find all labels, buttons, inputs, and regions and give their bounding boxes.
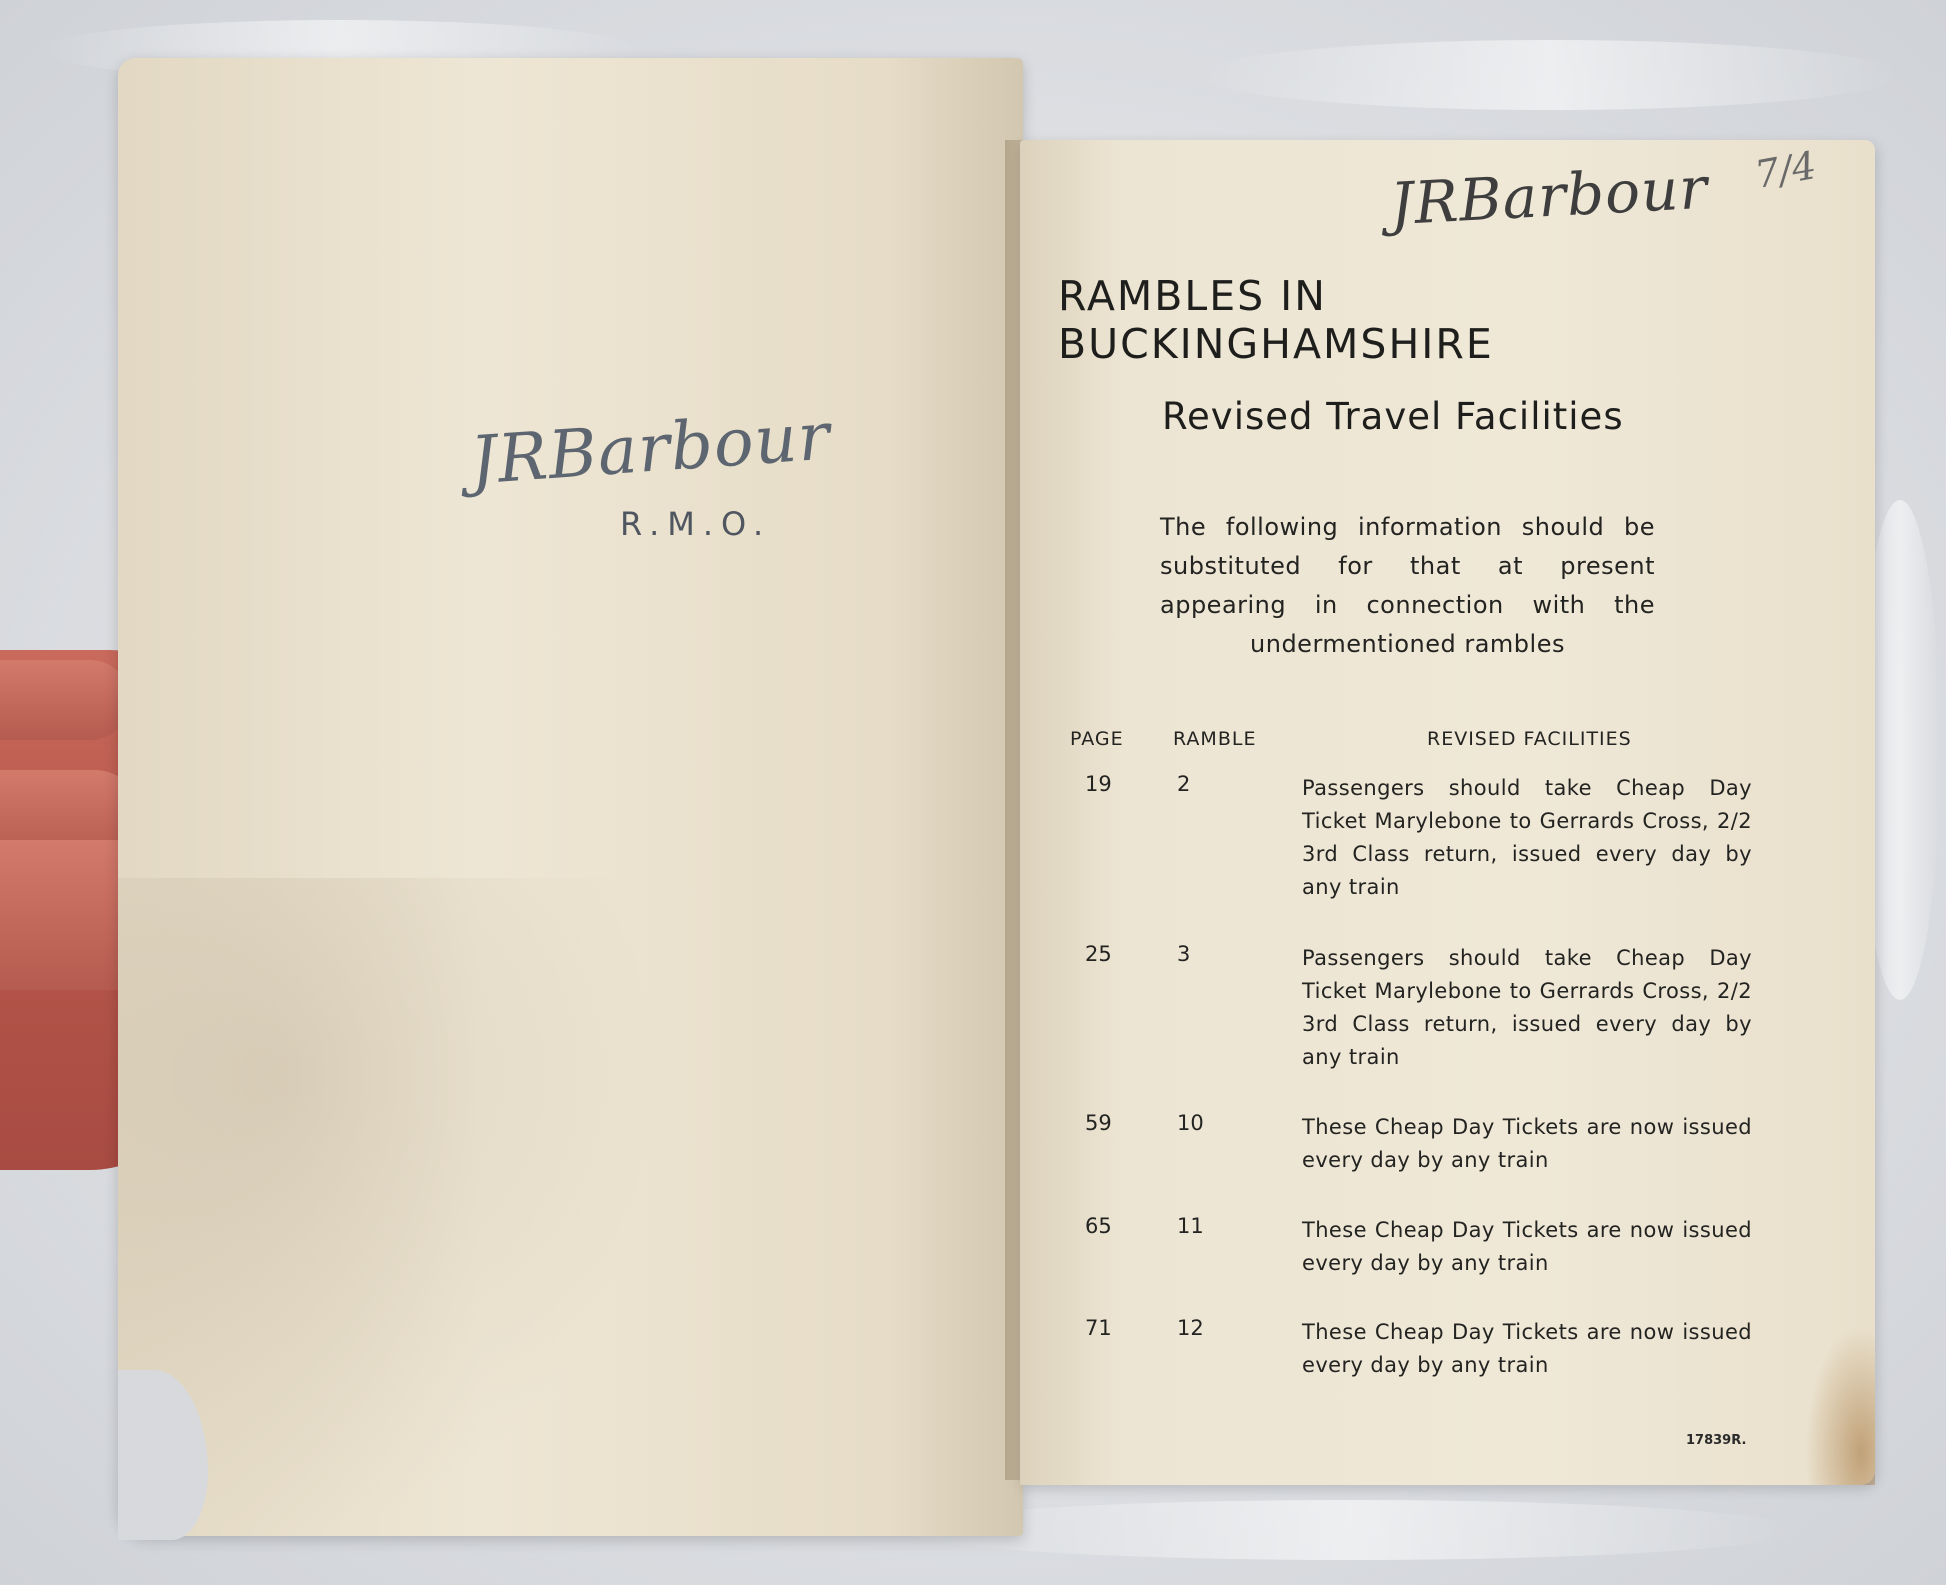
row-page: 19 xyxy=(1085,772,1112,796)
fabric-fold xyxy=(1200,40,1900,110)
finger xyxy=(0,660,130,740)
row-facilities: Passengers should take Cheap Day Ticket Marylebone to Gerrards Cross, 2/2 3rd Class return, issued every day by any train xyxy=(1302,946,1752,1069)
page-subtitle: Revised Travel Facilities xyxy=(1162,395,1624,438)
row-facilities: These Cheap Day Tickets are now issued every day by any train xyxy=(1302,1218,1752,1275)
row-ramble: 12 xyxy=(1177,1316,1204,1340)
row-ramble: 3 xyxy=(1177,942,1191,966)
page-stain xyxy=(1805,1325,1875,1485)
fabric-fold xyxy=(900,1500,1800,1560)
row-ramble: 10 xyxy=(1177,1111,1204,1135)
intro-paragraph: The following information should be substituted for that at present appearing in connection with the undermentioned rambles xyxy=(1160,513,1655,658)
row-facilities: Passengers should take Cheap Day Ticket Marylebone to Gerrards Cross, 2/2 3rd Class return, issued every day by any train xyxy=(1302,776,1752,899)
row-facilities: These Cheap Day Tickets are now issued every day by any train xyxy=(1302,1320,1752,1377)
print-code: 17839R. xyxy=(1686,1433,1747,1448)
row-page: 25 xyxy=(1085,942,1112,966)
row-ramble: 2 xyxy=(1177,772,1191,796)
pencil-note: 7/4 xyxy=(1751,143,1820,197)
left-signature: JRBarbour xyxy=(467,397,833,500)
page-title: RAMBLES IN BUCKINGHAMSHIRE xyxy=(1058,272,1494,368)
row-ramble: 11 xyxy=(1177,1214,1204,1238)
left-page xyxy=(118,58,1023,1536)
row-facilities: These Cheap Day Tickets are now issued every day by any train xyxy=(1302,1115,1752,1172)
row-page: 65 xyxy=(1085,1214,1112,1238)
column-header-facilities: REVISED FACILITIES xyxy=(1427,728,1632,750)
row-page: 59 xyxy=(1085,1111,1112,1135)
rmo-stamp: R.M.O. xyxy=(620,505,772,543)
column-header-ramble: RAMBLE xyxy=(1173,728,1257,750)
column-header-page: PAGE xyxy=(1070,728,1124,750)
row-page: 71 xyxy=(1085,1316,1112,1340)
right-signature: JRBarbour xyxy=(1388,153,1710,239)
